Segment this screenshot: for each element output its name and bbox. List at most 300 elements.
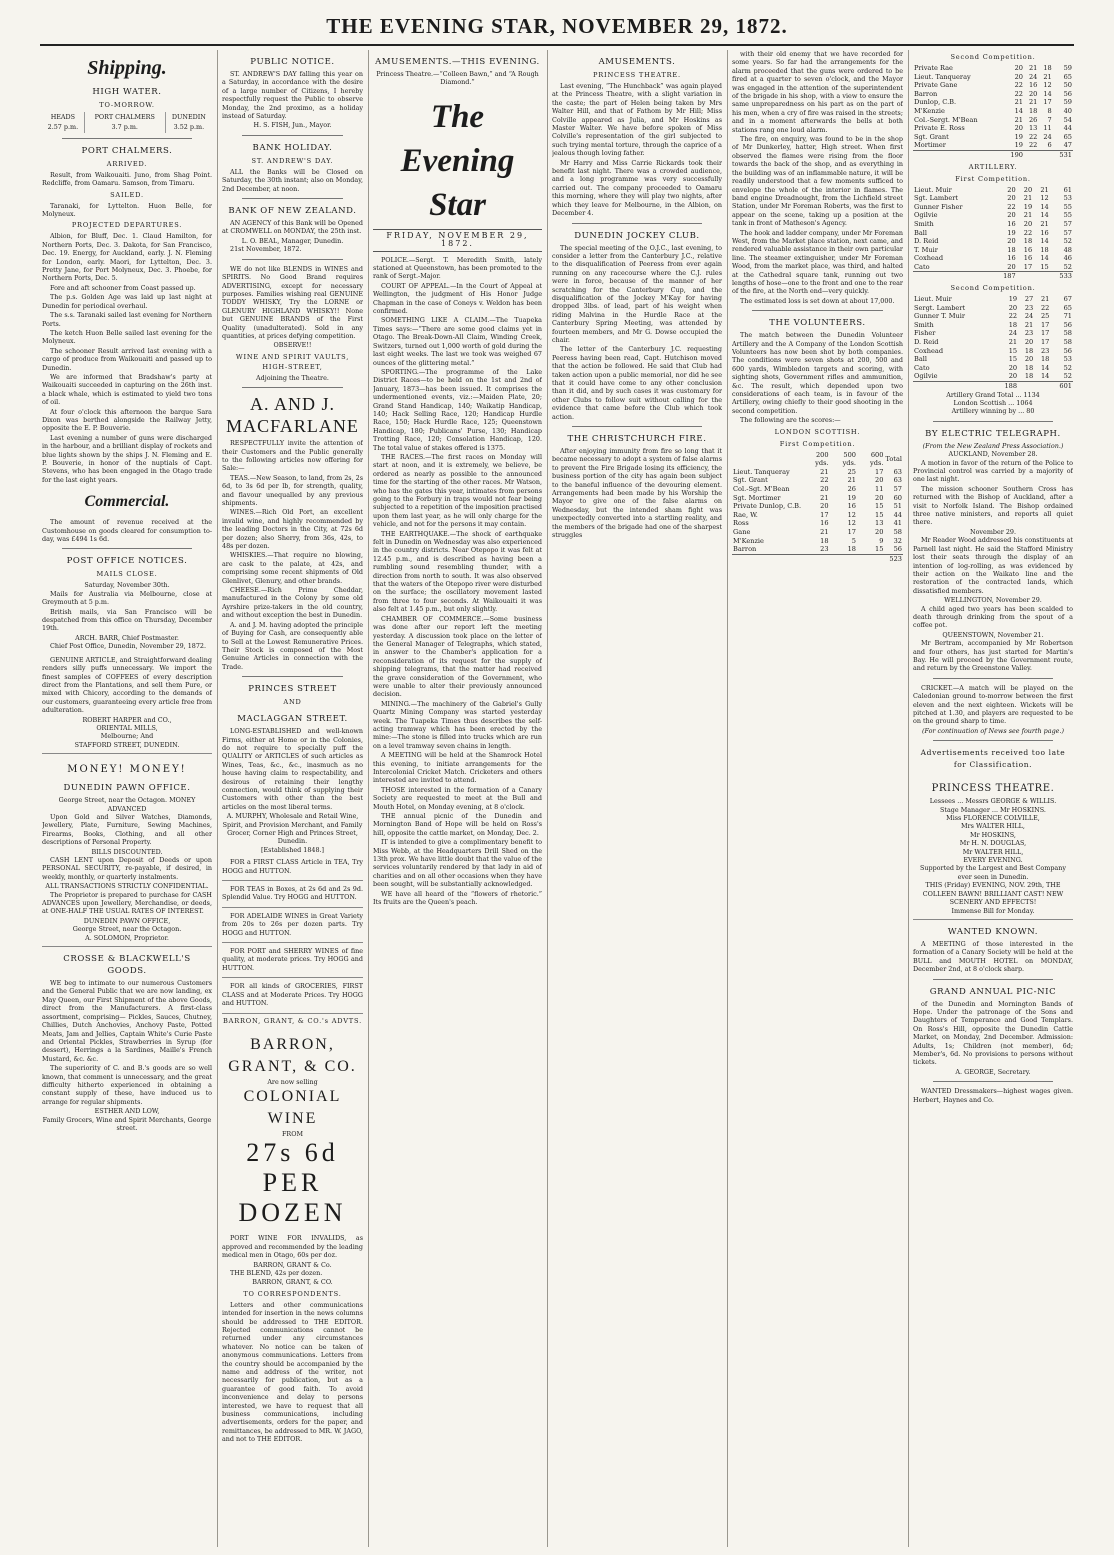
- strictly-confidential: ALL TRANSACTIONS STRICTLY CONFIDENTIAL.: [45, 882, 209, 891]
- score-value: 15: [875, 502, 884, 511]
- score-value: 20: [875, 476, 884, 485]
- news-item: WE have all heard of the “flowers of rhetoric.” Its fruits are the Queen's peach.: [373, 889, 542, 907]
- score-row: [913, 211, 1073, 220]
- score-row: [913, 220, 1073, 229]
- score-row: [732, 528, 903, 537]
- score-value: 14: [1040, 237, 1049, 246]
- masthead-title: THE EVENING STAR, NOVEMBER 29, 1872.: [326, 14, 788, 38]
- score-value: 22: [1007, 202, 1016, 211]
- news-item: MINING.—The machinery of the Gabriel's Gully Quartz Mining Company was started yesterday week. The Tuapeka Times thus describes the self-acting tramway which has been erected by the mine:—The stone is filled into trucks which are run on a level tramway seven chains in length.: [373, 699, 542, 750]
- score-name: Private E. Ross: [914, 124, 965, 133]
- score-value: 60: [893, 493, 902, 502]
- score-row: [732, 519, 903, 528]
- post-notice: Mails for Australia via Melbourne, close at Greymouth at 5 p.m.: [42, 589, 212, 607]
- score-value: 46: [1063, 254, 1072, 263]
- score-value: 18: [1024, 346, 1034, 355]
- post-office-heading: POST OFFICE NOTICES.: [66, 556, 188, 567]
- pawn-note: The Proprietor is prepared to purchase for CASH ADVANCES upon Jewellery, Merchandise, or deeds, at ONE-HALF THE USUAL RATES OF INTEREST.: [42, 890, 212, 916]
- money-heading: MONEY! MONEY!: [67, 764, 187, 776]
- score-total: 531: [1053, 150, 1073, 159]
- score-name: Lieut. Muir: [914, 295, 952, 304]
- continuation-note: (For continuation of News see fourth page.): [922, 726, 1064, 735]
- score-row: [913, 304, 1073, 313]
- st-andrews-day: ST. ANDREW'S DAY.: [251, 156, 334, 165]
- score-row: [913, 107, 1073, 116]
- score-value: 21: [1008, 338, 1018, 347]
- score-value: 56: [1063, 89, 1072, 98]
- score-row: [913, 81, 1073, 90]
- score-value: 21: [1014, 115, 1023, 124]
- score-name: Smith: [914, 320, 934, 329]
- score-value: 16: [1040, 228, 1049, 237]
- score-value: 20: [875, 528, 884, 536]
- sailed-list: Taranaki, for Lyttelton. Huon Belle, for Molyneux.: [42, 201, 212, 219]
- cash-lent: CASH LENT upon Deposit of Deeds or upon PERSONAL SECURITY, re-payable, if desired, in weekly, monthly, or quarterly instalments.: [42, 856, 212, 881]
- score-total: 533: [1050, 272, 1073, 281]
- score-total: 523: [884, 554, 903, 563]
- coffee-signature: STAFFORD STREET, DUNEDIN.: [74, 740, 180, 749]
- london-scottish-heading: LONDON SCOTTISH.: [774, 427, 861, 436]
- score-value: 52: [1063, 363, 1072, 372]
- score-total-row: [913, 382, 1073, 391]
- score-total-row: [913, 272, 1073, 281]
- tide-time: 3.52 p.m.: [165, 122, 212, 132]
- score-value: 52: [1063, 262, 1072, 271]
- shipping-news: At four o'clock this afternoon the barque Sara Dixon was berthed alongside the Railway Jetty, opposite the E. P. Bouverie.: [42, 407, 212, 433]
- score-total: [1033, 272, 1050, 281]
- pawn-heading: DUNEDIN PAWN OFFICE.: [63, 783, 191, 794]
- volunteers-heading: THE VOLUNTEERS.: [769, 318, 866, 329]
- score-value: 6: [1047, 141, 1052, 150]
- bnz-heading: BANK OF NEW ZEALAND.: [228, 206, 357, 217]
- score-value: 19: [1014, 141, 1023, 150]
- score-value: 16: [1007, 254, 1016, 263]
- score-row: [913, 229, 1073, 238]
- score-value: 32: [893, 536, 902, 545]
- score-value: 9: [879, 536, 884, 545]
- score-row: [732, 494, 903, 503]
- pawn-advert: [42, 754, 212, 947]
- scores-table: [913, 64, 1073, 160]
- wine-vaults: WINE AND SPIRIT VAULTS, HIGH-STREET,: [235, 352, 350, 371]
- score-value: 57: [893, 485, 902, 494]
- column-2: [222, 50, 363, 1547]
- post-notice: British mails, via San Francisco will be despatched from this office on Thursday, December 19th.: [42, 607, 212, 633]
- tide-place: HEADS: [50, 113, 76, 121]
- score-value: 20: [1008, 363, 1018, 372]
- score-value: 8: [1047, 106, 1052, 115]
- score-name: Ogilvie: [914, 211, 938, 220]
- late-ads-heading: Advertisements received too late for Classification.: [920, 748, 1066, 770]
- princes-street-heading: PRINCES STREET: [248, 684, 337, 695]
- shipping-heading: Shipping.: [87, 57, 167, 79]
- score-name: Ball: [914, 228, 927, 237]
- score-name: Cato: [914, 262, 930, 271]
- score-value: 11: [875, 485, 884, 494]
- score-name: Coxhead: [914, 254, 944, 263]
- score-value: 21: [1028, 98, 1038, 107]
- score-row: [732, 468, 903, 477]
- bills-discounted: BILLS DISCOUNTED.: [91, 847, 163, 856]
- port-chalmers-heading: PORT CHALMERS.: [81, 145, 173, 156]
- score-name: Coxhead: [914, 346, 944, 355]
- score-value: 53: [1063, 194, 1072, 203]
- coffee-text: GENUINE ARTICLE, and Straightforward dealing renders silly puffs unnecessary. We import the finest samples of COFFEES of every description direct from the Plantations, and sell them Pure, or mixed with Chicory, according to the demands of our customers, guaranteeing every article free from adulteration.: [42, 655, 212, 715]
- score-value: 67: [1063, 295, 1072, 304]
- score-value: 18: [1024, 363, 1034, 372]
- hogg-line: FOR PORT and SHERRY WINES of fine quality, at moderate prices. Try HOGG and HUTTON.: [222, 947, 363, 972]
- score-value: 56: [893, 545, 902, 554]
- column-4: [552, 50, 722, 1547]
- score-value: 16: [1023, 245, 1033, 254]
- score-value: 71: [1063, 312, 1072, 321]
- score-value: 24: [1028, 72, 1038, 81]
- macfarlane-wines: WINES.—Rich Old Port, an excellent invalid wine, and highly recommended by the leading Doctors in the City, at 72s 6d per dozen; also Sherry, from 36s, 42s, to 48s per dozen.: [222, 508, 363, 551]
- score-value: 18: [1028, 106, 1038, 115]
- score-value: 21: [1043, 72, 1052, 81]
- score-name: Lieut. Muir: [914, 185, 952, 194]
- score-name: Lieut. Tanqueray: [914, 72, 971, 81]
- score-value: 16: [820, 519, 829, 528]
- score-value: 15: [1008, 346, 1018, 355]
- score-value: 44: [1063, 124, 1072, 133]
- score-name: Sergt. Lambert: [914, 303, 966, 312]
- crosse-signature: ESTHER AND LOW,: [94, 1107, 160, 1116]
- score-value: 15: [1008, 355, 1018, 364]
- score-value: 21: [1028, 64, 1038, 72]
- scores-table: [913, 295, 1073, 391]
- score-value: 27: [1024, 295, 1034, 304]
- score-value: 56: [1063, 346, 1072, 355]
- fire-heading: THE CHRISTCHURCH FIRE.: [567, 434, 707, 445]
- score-name: Gane: [733, 528, 751, 536]
- score-value: 15: [875, 545, 884, 554]
- score-value: 22: [1040, 303, 1050, 312]
- post-signature: ARCH. BARR, Chief Postmaster.: [75, 633, 179, 642]
- score-value: 20: [1008, 303, 1018, 312]
- cast-member: Mr HOSKINS,: [970, 830, 1016, 839]
- murphy-signature: A. MURPHY, Wholesale and Retail Wine, Spirit, and Provision Merchant, and Family Grocer, Corner High and Princes Street, Dunedin.: [222, 812, 363, 846]
- princess-theatre-heading: PRINCESS THEATRE.: [931, 783, 1055, 795]
- score-value: 7: [1047, 115, 1052, 124]
- tomorrow-label: TO-MORROW.: [99, 101, 155, 109]
- projected-list: Albion, for Bluff, Dec. 1. Claud Hamilton, for Northern Ports, Dec. 3. Dakota, for San Francisco, Dec. 19. Energy, for Auckland, early. J. N. Fleming for London, early. Maori, for Lyttelton, Dec. 3. Pretty Jane, for Port Molyneux, Dec. 3. Phoebe, for Northern Ports, Dec. 5.: [42, 232, 212, 283]
- barron-signature: BARRON, GRANT, & CO.: [252, 1278, 333, 1287]
- score-value: 18: [1023, 237, 1033, 246]
- score-value: 20: [1024, 338, 1034, 347]
- score-value: 20: [1024, 355, 1034, 364]
- score-value: 25: [1040, 312, 1050, 321]
- score-value: 18: [820, 536, 829, 545]
- score-name: D. Reid: [914, 338, 939, 347]
- crosse-heading: CROSSE & BLACKWELL'S GOODS.: [63, 954, 191, 977]
- score-total: [1024, 150, 1038, 159]
- score-value: 57: [1063, 219, 1072, 228]
- are-now-selling: Are now selling: [267, 1077, 318, 1086]
- score-value: 51: [893, 502, 902, 511]
- score-total: 190: [1004, 150, 1024, 159]
- score-value: 63: [893, 467, 902, 476]
- coffee-signature: ORIENTAL MILLS,: [96, 723, 158, 732]
- shipping-news: Fore and aft schooner from Coast passed up.: [50, 283, 196, 292]
- news-item: THOSE interested in the formation of a Canary Society are requested to meet at the Bull and Mouth Hotel, on Monday evening, at 8 o'clock.: [373, 785, 542, 811]
- score-value: 21: [847, 476, 856, 485]
- score-value: 19: [847, 493, 856, 502]
- blends-advert: WE do not like BLENDS in WINES and SPIRITS. No Good Brand requires ADVERTISING, except for necessary purposes. Families wishing real GENUINE TODDY WHISKY, Try the LORNE or GLENURY HIGHLAND WHISKY!! None but GENUINE BRANDS of the First Quality (unadulterated). Sold in any quantities, at prices defying competition.: [222, 264, 363, 340]
- score-value: 17: [1040, 320, 1050, 329]
- column-rule: [727, 50, 728, 1547]
- score-value: 21: [820, 528, 829, 536]
- score-value: 14: [1040, 254, 1049, 263]
- macfarlane-teas: TEAS.—New Season, to land, from 2s, 2s 6d, to 3s 6d per lb, for strength, quality, and flavour unequalled by any previous shipments.: [222, 473, 363, 507]
- news-item: IT is intended to give a complimentary benefit to Miss Webb, at the Headquarters Drill Shed on the 13th prox. We have little doubt that the value of the services voluntarily rendered by that lady in aid of charities and on all other occasions when they have been sought, will be substantially acknowledged.: [373, 838, 542, 889]
- london-total: London Scottish ... 1064: [953, 399, 1033, 407]
- macfarlane-text: RESPECTFULLY invite the attention of their Customers and the Public generally to the following articles now offering for Sale:—: [222, 439, 363, 473]
- score-value: 59: [1063, 98, 1072, 107]
- score-total: [857, 554, 884, 563]
- score-name: M'Kenzie: [914, 106, 945, 115]
- amusements-heading: AMUSEMENTS.: [598, 57, 676, 67]
- tide-time: 2.57 p.m.: [47, 123, 79, 132]
- score-value: 50: [1063, 81, 1072, 90]
- score-row: [913, 124, 1073, 133]
- score-value: 19: [1023, 202, 1033, 211]
- fire-continued: The estimated loss is set down at about 17,000.: [740, 296, 895, 305]
- column-5: [732, 50, 903, 1547]
- score-col-header: 600 yds.: [870, 450, 884, 468]
- score-total: [732, 554, 802, 563]
- score-value: 5: [851, 536, 856, 545]
- paper-date: FRIDAY, NOVEMBER 29, 1872.: [373, 229, 542, 252]
- score-value: 54: [1063, 115, 1072, 124]
- fire-continued: with their old enemy that we have recorded for some years. So far had the arrangements for the alarm proceeded that the guns were ordered to be fired at a quarter to seven o'clock, and the Mayor was engaged in the attention of the superintendent of the brigade in his shop, with a view to ensure the same unpreparedness on his part as on the part of his men, when a cry of fire was raised in the streets; and in a moment afterwards the bells at both stations rang one loud alarm.: [732, 50, 903, 134]
- commercial-text: The amount of revenue received at the Customhouse on goods cleared for consumption to-day, was £494 1s 6d.: [42, 518, 212, 544]
- score-total: [913, 150, 1004, 159]
- score-row: [913, 237, 1073, 246]
- winning-margin: Artillery winning by ... 80: [951, 407, 1035, 416]
- score-row: [913, 372, 1073, 381]
- score-value: 18: [1008, 320, 1018, 329]
- pawn-signature: A. SOLOMON, Proprietor.: [85, 933, 169, 942]
- score-total: 188: [995, 382, 1018, 391]
- paper-title: The Evening Star: [400, 98, 515, 223]
- score-value: 22: [1014, 81, 1023, 90]
- fire-continued: The hook and ladder company, under Mr Foreman West, from the Market place station, next came, and rendered valuable assistance in their own particular line. The steamer extinguisher, under Mr Foreman Wood, from the market place, was third, and halted at the Cathedral square tank, running out two lengths of hose—one to the front and one to the rear of the fire, at the North end—very quickly.: [732, 228, 903, 296]
- established: [Established 1848.]: [260, 845, 325, 854]
- this-evening-bill: THIS (Friday) EVENING, NOV. 29th, THE COLLEEN BAWN! BRILLIANT CAST! NEW SCENERY AND EFFECTS!: [922, 881, 1064, 907]
- score-value: 56: [1063, 320, 1072, 329]
- blend-42: THE BLEND, 42s per dozen.: [230, 1268, 323, 1277]
- score-row: [913, 263, 1073, 272]
- score-value: 18: [1040, 355, 1050, 364]
- banks-closed: ALL the Banks will be Closed on Saturday, the 30th instant; also on Monday, 2nd December, at noon.: [222, 167, 363, 193]
- coffee-advert: [42, 652, 212, 754]
- score-total: [830, 554, 857, 563]
- score-value: 12: [1043, 81, 1052, 90]
- score-row: [913, 295, 1073, 304]
- score-value: 20: [1008, 372, 1018, 381]
- score-value: 20: [820, 485, 829, 494]
- news-item: THE RACES.—The first races on Monday will start at noon, and it is extremely, we believe, be ordered as nearly as possible to the announced time for the starting of the other races. Mr Watson, who has the gates this year, intimates from persons going to the Forbury in traps would not fear being subjected to a repetition of the imposition practised upon them last year, as he will only charge for the vehicle, and not for the persons it may contain.: [373, 452, 542, 529]
- news-item: SPORTING.—The programme of the Lake District Races—to be held on the 1st and 2nd of January, 1873—has been issued. It comprises the undermentioned events, viz.:—Maiden Plate, 20; Grand Stand Handicap, 140; Waikatip Handicap, 140; Hack Selling Race, 120; Handicap Hurdle Race, 150; Hack Hurdle Race, 125; Queenstown Handicap, 180; Publicans' Purse, 130; Handicap Trotting Race, 120; Consolation Handicap, 120. The total value of stakes offered is 1375.: [373, 367, 542, 452]
- score-value: 20: [1014, 64, 1023, 72]
- score-value: 17: [1040, 338, 1050, 347]
- score-name: Dunlop, C.B.: [914, 98, 957, 107]
- score-value: 40: [1063, 106, 1072, 115]
- port-invalids: PORT WINE FOR INVALIDS, as approved and recommended by the leading medical men in Otago, 60s per doz.: [222, 1234, 363, 1260]
- news-item: POLICE.—Sergt. T. Meredith Smith, lately stationed at Queenstown, has been promoted to the rank of Sergt.-Major.: [373, 255, 542, 281]
- tide-place: PORT CHALMERS: [84, 112, 165, 122]
- theatre-text: Last evening, “The Hunchback” was again played at the Princess Theatre, with a slight variation in the caste; the part of Helen being taken by Mrs Walter Hill, and that of Fathom by Mr Hill; Miss Colville appeared as Julia, and Mr Hoskins as Master Walter. We have before spoken of Miss Colville's representation of the girl subjected to such trying mental torture, through the caprice of a jealous though loving father.: [552, 82, 722, 158]
- commercial-heading: Commercial.: [84, 493, 170, 511]
- score-name: Mortimer: [914, 141, 946, 150]
- tide-table: [42, 112, 212, 133]
- shipping-news: The schooner Result arrived last evening with a cargo of produce from Waikouaiti and passed up to Dunedin.: [42, 346, 212, 372]
- score-value: 21: [820, 467, 829, 476]
- score-row: [913, 64, 1073, 73]
- score-value: 12: [847, 519, 856, 528]
- monday-bill: Immense Bill for Monday.: [951, 906, 1035, 915]
- score-name: Gunner Fisher: [914, 202, 963, 211]
- score-total: 187: [993, 272, 1016, 281]
- macfarlane-cheese: CHEESE.—Rich Prime Cheddar, manufactured in the Colony by some old Ayrshire prize-takers in the old country, and without exception the best in Dunedin.: [222, 586, 363, 620]
- cast-member: Miss FLORENCE COLVILLE,: [946, 814, 1040, 823]
- score-value: 21: [1024, 320, 1034, 329]
- score-value: 65: [1063, 72, 1072, 81]
- st-andrews-notice: ST. ANDREW'S DAY falling this year on a Saturday, in accordance with the desire of a large number of Citizens, I hereby respectfully request the Public to observe Monday, the 2nd proximo, as a holiday instead of Saturday.: [222, 70, 363, 121]
- score-row: [913, 73, 1073, 82]
- score-value: 20: [1023, 185, 1033, 194]
- score-value: 20: [1007, 185, 1016, 194]
- crosse-text: The superiority of C. and B.'s goods are so well known, that comment is unnecessary, and the great difficulty hitherto experienced in obtaining a constant supply of these, have induced us to arrange for regular shipments.: [42, 1064, 212, 1106]
- projected-heading: PROJECTED DEPARTURES.: [71, 221, 183, 230]
- score-value: 52: [1063, 237, 1072, 246]
- lessees: Lessees ... Messrs GEORGE & WILLIS.: [929, 797, 1057, 806]
- second-competition-heading: Second Competition.: [950, 53, 1036, 61]
- score-value: 21: [1040, 185, 1049, 194]
- masthead: [40, 14, 1074, 46]
- arrived-heading: ARRIVED.: [106, 159, 148, 168]
- column-3: [373, 50, 542, 1547]
- amusements-heading: AMUSEMENTS.—THIS EVENING.: [375, 57, 540, 67]
- score-value: 57: [1063, 228, 1072, 237]
- score-name: Barron: [914, 89, 938, 98]
- score-value: 11: [1043, 124, 1052, 133]
- telegram: Mr Reader Wood addressed his constituents at Parnell last night. He said the Stafford Ministry lost their seats through the display of an intention of log-rolling, as was evidenced by their action on the Waikato line and the restoration of the contracted lands, which dissatisfied members.: [913, 536, 1073, 595]
- score-name: Smith: [914, 219, 934, 228]
- score-value: 15: [1040, 262, 1049, 271]
- shipping-news: The p.s. Golden Age was laid up last night at Dunedin for periodical overhaul.: [42, 293, 212, 310]
- score-value: 19: [1007, 228, 1016, 237]
- first-competition-heading: First Competition.: [955, 174, 1031, 183]
- picnic-text: of the Dunedin and Mornington Bands of Hope. Under the patronage of the Sons and Daughters of Temperance and Good Templars. On Ross's Hill, opposite the Dunedin Cattle Market, on Monday, 2nd December. Admission: Adults, 1s; Children (not member), 6d; Member's, 6d. No provisions to persons without tickets.: [913, 999, 1073, 1067]
- telegram: A motion in favor of the return of the Police to Provincial control was carried by a majority of one last night.: [913, 458, 1073, 484]
- score-row: [913, 338, 1073, 347]
- score-value: 23: [1024, 329, 1034, 338]
- score-total: [1034, 382, 1050, 391]
- score-name: Rae, W.: [733, 510, 758, 519]
- high-water-heading: HIGH WATER.: [92, 87, 162, 97]
- score-row: [913, 364, 1073, 373]
- score-value: 23: [1024, 303, 1034, 312]
- hogg-line: FOR all kinds of GROCERIES, FIRST CLASS and at Moderate Prices. Try HOGG and HUTTON.: [222, 982, 363, 1008]
- score-value: 18: [1040, 245, 1049, 254]
- score-total: [1038, 150, 1052, 159]
- hogg-line: FOR ADELAIDE WINES in Great Variety from 20s to 26s per dozen parts. Try HOGG and HUTTON.: [222, 911, 363, 937]
- wanted-known-heading: WANTED KNOWN.: [947, 926, 1039, 937]
- score-value: 15: [875, 510, 884, 519]
- canary-advert: A MEETING of those interested in the formation of a Canary Society will be held at the BULL and MOUTH HOTEL on MONDAY, December 2nd, at 8 o'clock sharp.: [913, 939, 1073, 974]
- score-value: 65: [1063, 132, 1072, 141]
- first-competition-heading: First Competition.: [779, 439, 856, 448]
- score-value: 20: [1023, 219, 1033, 228]
- score-value: 41: [893, 519, 902, 528]
- score-value: 44: [893, 510, 902, 519]
- score-value: 48: [1063, 245, 1072, 254]
- score-value: 13: [1028, 124, 1038, 133]
- dateline: AUCKLAND, November 28.: [948, 450, 1038, 459]
- score-col-header: 500 yds.: [842, 450, 856, 468]
- and-label: AND: [283, 698, 302, 707]
- dateline: November 29.: [969, 527, 1016, 536]
- score-row: [913, 254, 1073, 263]
- score-name: Sgt. Grant: [733, 476, 768, 485]
- stage-manager: Stage Manager ... Mr HOSKINS.: [940, 805, 1046, 814]
- pawn-signature: George Street, near the Octagon.: [72, 925, 182, 934]
- score-total: [802, 554, 829, 563]
- post-notice: Saturday, November 30th.: [84, 581, 170, 590]
- score-row: [913, 321, 1073, 330]
- colonial-wine-advert: [222, 1028, 363, 1235]
- hogg-advert: [222, 943, 363, 978]
- score-value: 23: [820, 545, 829, 554]
- score-name: T. Muir: [914, 245, 938, 254]
- score-row: [732, 537, 903, 546]
- coffee-signature: ROBERT HARPER and CO.,: [82, 715, 172, 724]
- bnz-text: AN AGENCY of this Bank will be Opened at CROMWELL on MONDAY, the 25th inst.: [222, 219, 363, 236]
- score-value: 25: [847, 467, 856, 476]
- score-row: [913, 194, 1073, 203]
- jockey-text: The letter of the Canterbury J.C. requesting Peeress having been read, Capt. Hutchison moved that the action be followed. He said that Club had taken action upon a public memorial, nor did he see that it could have come to any other conclusion than it did, and by such cases it was customary for other Clubs to follow suit without calling for the evidence that came before the Club which took action.: [552, 345, 722, 421]
- score-row: [913, 186, 1073, 195]
- news-item: COURT OF APPEAL.—In the Court of Appeal at Wellington, the judgment of His Honor Judge Chapman in the case of Coneys v. Weldon has been confirmed.: [373, 281, 542, 316]
- post-date: Chief Post Office, Dunedin, November 29, 1872.: [50, 642, 207, 651]
- hogg-advert: [222, 908, 363, 943]
- score-value: 17: [1043, 98, 1052, 107]
- score-row: [732, 545, 903, 554]
- score-row: [913, 133, 1073, 142]
- score-value: 21: [1023, 211, 1033, 220]
- pawn-text: Upon Gold and Silver Watches, Diamonds, Jewellery, Plate, Furniture, Sewing Machines, Firearms, Books, Clothing, and all other descriptions of Personal Property.: [42, 812, 212, 847]
- score-row: [913, 98, 1073, 107]
- score-value: 26: [1028, 115, 1038, 124]
- hogg-advert: [222, 881, 363, 908]
- amusements-text: Princess Theatre.—“Colleen Bawn,” and “A Rough Diamond.”: [376, 70, 539, 87]
- score-name: Private Gane: [914, 81, 958, 90]
- score-total: [913, 272, 993, 281]
- picnic-heading: GRAND ANNUAL PIC-NIC: [929, 986, 1057, 997]
- score-row: [913, 347, 1073, 356]
- dateline: WELLINGTON, November 29.: [944, 596, 1042, 605]
- score-value: 58: [1063, 329, 1072, 338]
- score-value: 22: [1023, 228, 1033, 237]
- score-col-header: 200 yds.: [815, 450, 829, 468]
- macfarlane-heading: A. AND J. MACFARLANE: [226, 394, 359, 437]
- score-name: Fisher: [914, 329, 936, 338]
- score-name: Col.-Sergt. M'Bean: [914, 115, 978, 124]
- score-value: 19: [1014, 132, 1023, 141]
- score-value: 14: [1043, 89, 1052, 98]
